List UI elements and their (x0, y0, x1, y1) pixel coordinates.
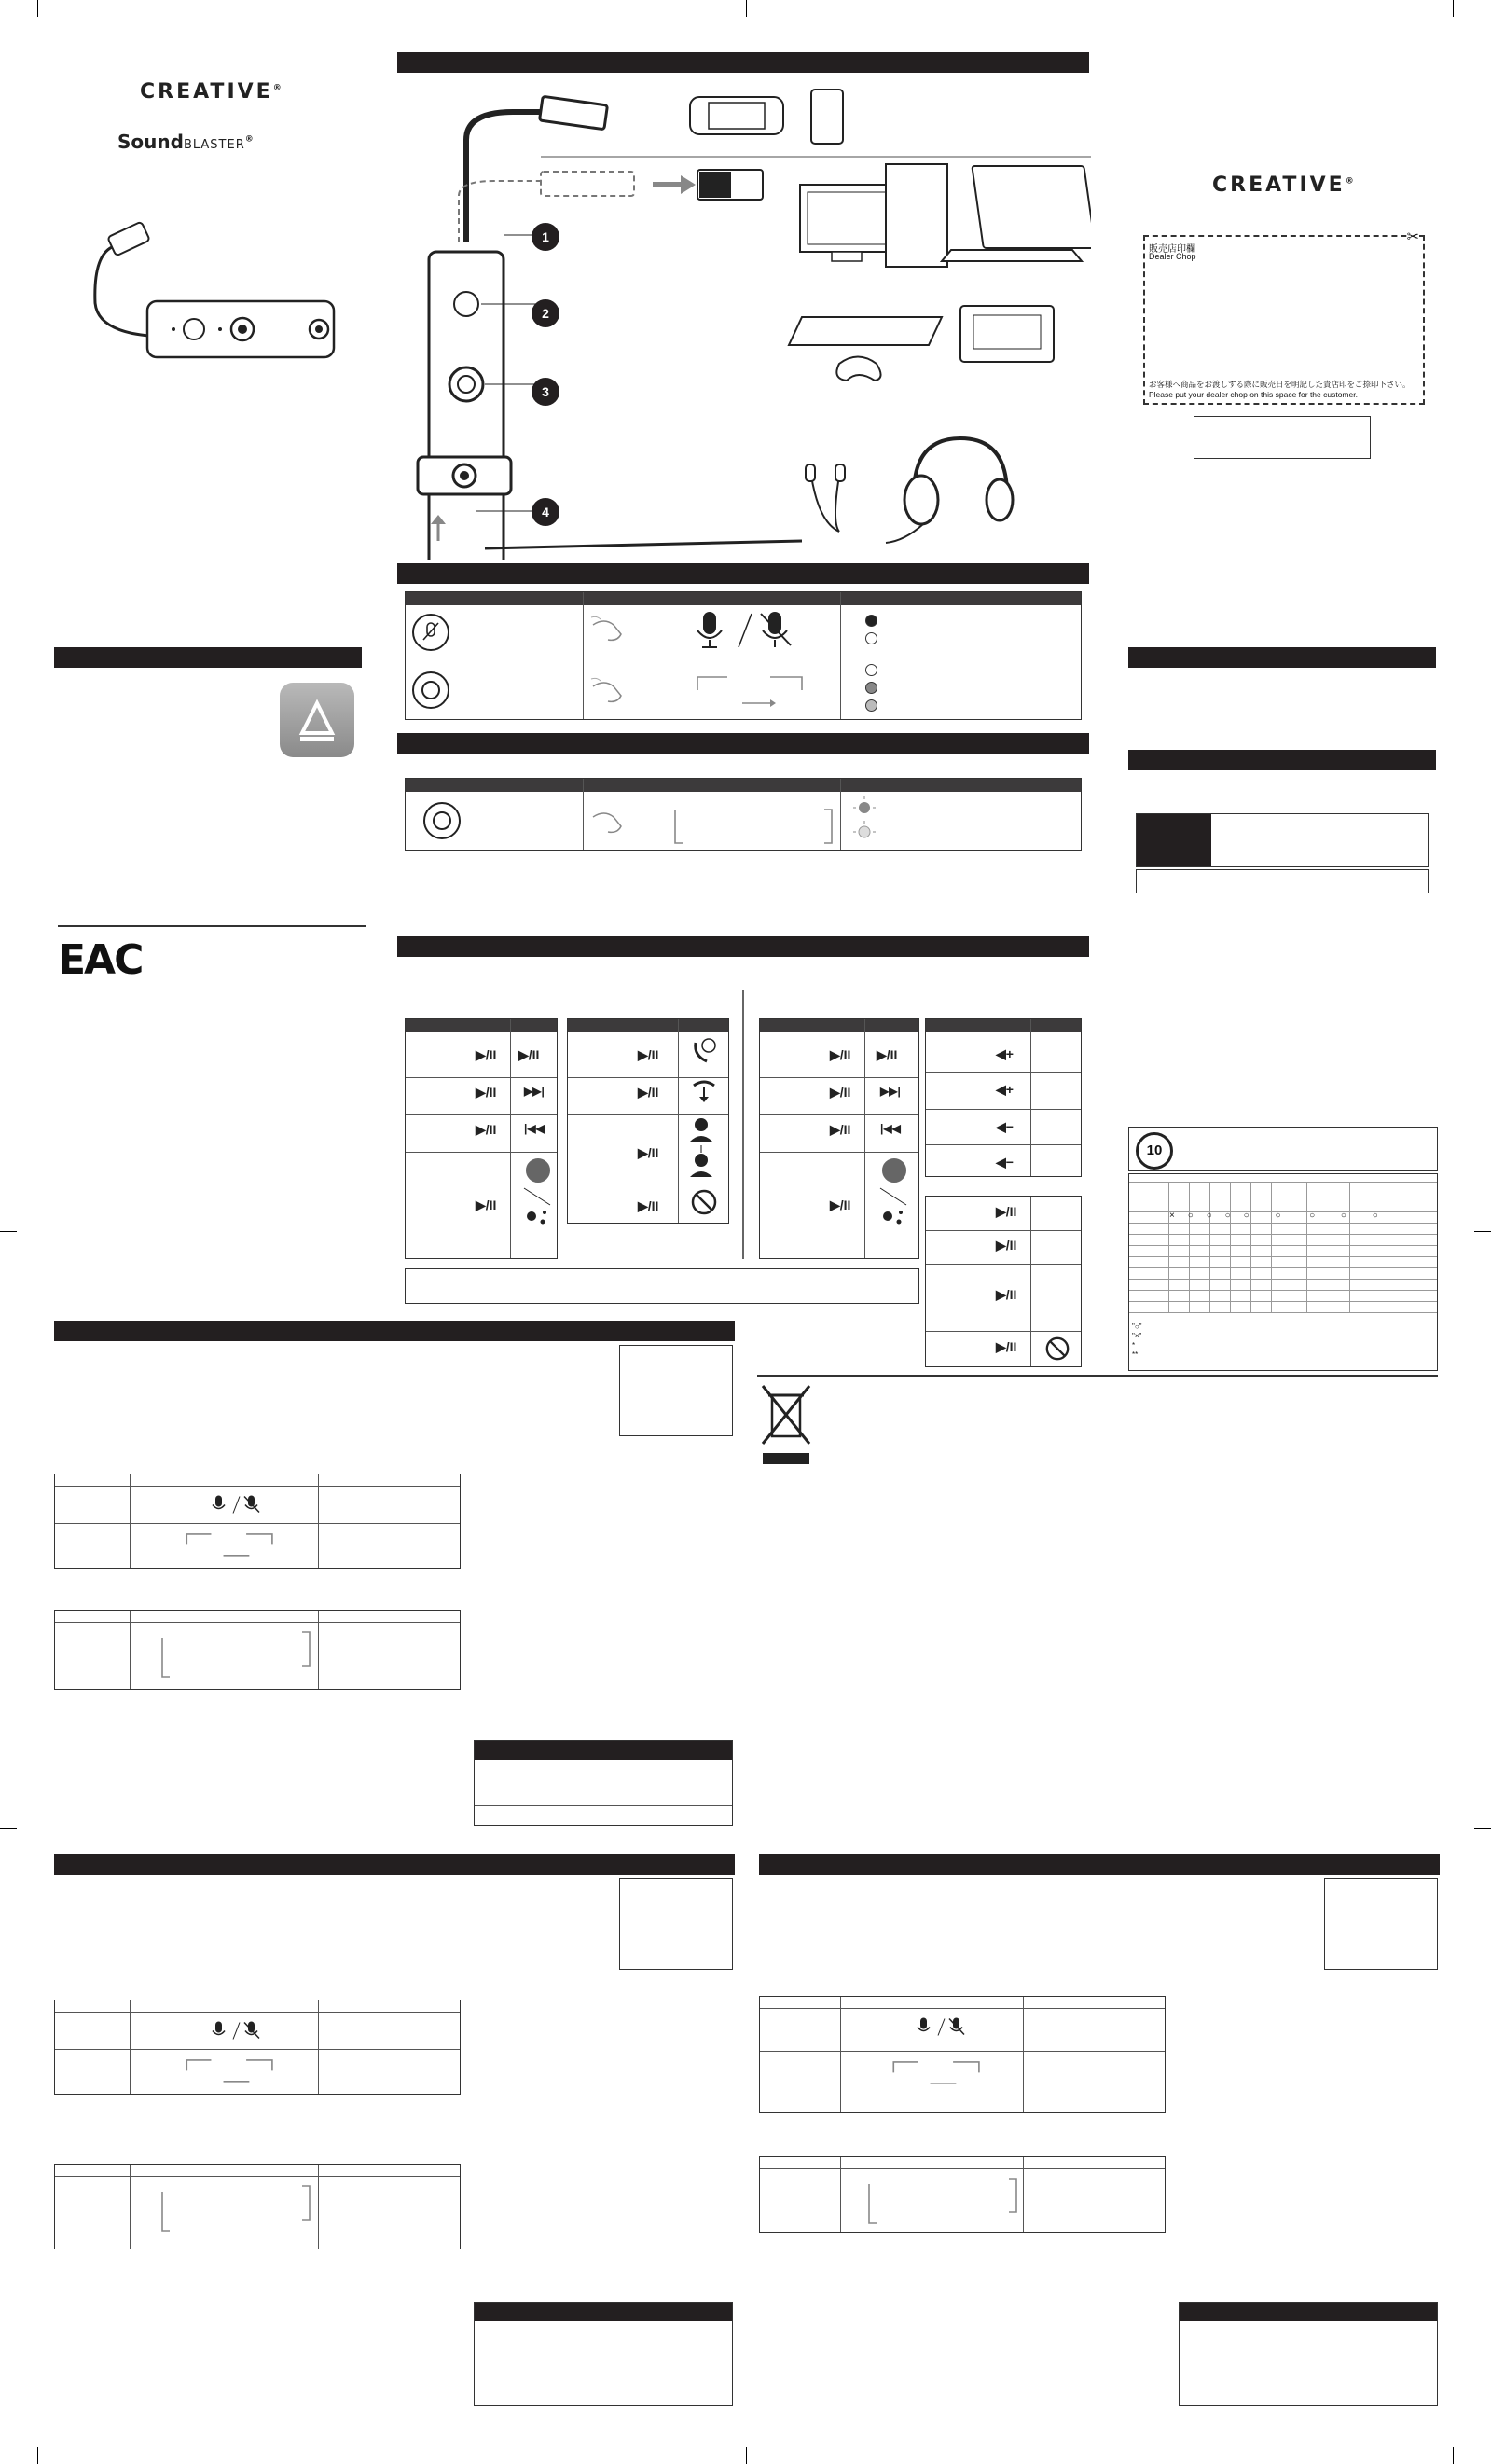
weee-divider (757, 1375, 1438, 1377)
lang-1-warning-box (474, 1740, 733, 1826)
section-bar-right-2 (1128, 750, 1436, 770)
mode-button-icon (412, 671, 449, 709)
press-hand-icon (589, 677, 627, 705)
soundblaster-logo: SoundBLASTER® (117, 131, 254, 153)
media-note-box (405, 1268, 919, 1304)
play-pause-label: ▶/II (996, 1287, 1017, 1302)
play-pause-label: ▶/II (476, 1197, 497, 1212)
app-icon (280, 683, 354, 757)
play-pause-label: ▶/II (638, 1047, 659, 1062)
rohs-header-box (1128, 1127, 1438, 1171)
creative-logo: CREATIVE® (1212, 173, 1357, 197)
section-bar-lang-2 (54, 1854, 735, 1875)
prev-track-label: |◀◀ (524, 1122, 545, 1135)
play-pause-label: ▶/II (996, 1339, 1017, 1354)
play-pause-label: ▶/II (830, 1047, 851, 1062)
section-bar-lang-3 (759, 1854, 1440, 1875)
rohs-10-badge: 10 (1136, 1132, 1173, 1170)
press-hand-icon (589, 808, 627, 836)
lang-3-side-box (1324, 1878, 1438, 1970)
volume-down-label: ◀− (996, 1119, 1014, 1134)
callout-3: 3 (532, 378, 559, 406)
media-divider (742, 990, 744, 1259)
play-pause-label: ▶/II (877, 1047, 898, 1062)
switch-call-icon (688, 1114, 720, 1179)
section-bar-lang-1 (54, 1321, 735, 1341)
assistant-icon (526, 1158, 550, 1183)
play-pause-label: ▶/II (830, 1122, 851, 1137)
callout-2: 2 (532, 299, 559, 327)
end-call-icon (690, 1076, 718, 1104)
play-pause-label: ▶/II (476, 1085, 497, 1100)
rohs-row-marks: × ○ ○ ○ ○ ○ ○ ○ ○ (1169, 1211, 1378, 1221)
play-pause-label: ▶/II (638, 1198, 659, 1213)
mic-toggle-icon (209, 2018, 265, 2042)
next-track-label: ▶▶| (524, 1085, 545, 1098)
section-bar-controls (397, 563, 1089, 584)
sbx-toggle-arrows (862, 2175, 1020, 2227)
media-table-volume (925, 1018, 1082, 1177)
volume-down-label: ◀− (996, 1155, 1014, 1170)
press-hand-icon (589, 616, 627, 644)
dealer-chop-box: 販売店印欄 Dealer Chop ✂ お客様へ商品をお渡しする際に販売日を明記した貴店印をご捺印下さい。 Please put your dealer chop on this space for the customer. (1143, 235, 1425, 405)
lang-1-side-box (619, 1345, 733, 1436)
play-pause-label: ▶/II (638, 1085, 659, 1100)
led-on-icon (865, 615, 877, 627)
play-pause-label: ▶/II (830, 1197, 851, 1212)
mode-cycle-arrows (880, 2057, 1001, 2091)
section-bar-right-1 (1128, 647, 1436, 668)
lang-3-warning-box (1179, 2302, 1438, 2406)
section-bar-left-1 (54, 647, 362, 668)
led-light-icon (865, 699, 877, 712)
reject-call-icon (1044, 1336, 1070, 1362)
sbx-led-icon (850, 795, 878, 847)
mic-toggle-icon (914, 2014, 970, 2039)
play-pause-label: ▶/II (476, 1122, 497, 1137)
play-pause-label: ▶/II (830, 1085, 851, 1100)
lang-2-warning-box (474, 2302, 733, 2406)
volume-up-label: ◀+ (996, 1046, 1014, 1061)
section-bar-connect (397, 52, 1089, 73)
creative-logo: CREATIVE® (140, 80, 284, 104)
mic-toggle-icon (690, 608, 802, 651)
section-bar-media (397, 936, 1089, 957)
sbx-toggle-arrows (155, 1628, 313, 1681)
device-illustration (75, 219, 354, 387)
mode-cycle-arrows (173, 2056, 295, 2089)
led-off-icon (865, 632, 877, 644)
serial-box (1194, 416, 1371, 459)
sbx-toggle-arrows (155, 2182, 313, 2235)
answer-call-icon (690, 1037, 718, 1065)
assistant-icon (882, 1158, 906, 1183)
play-pause-label: ▶/II (518, 1047, 540, 1062)
lang-3-table-a (759, 1996, 1166, 2113)
section-bar-sbx (397, 733, 1089, 754)
play-pause-label: ▶/II (476, 1047, 497, 1062)
crossed-bin-icon (759, 1382, 813, 1468)
callout-1: 1 (532, 223, 559, 251)
mic-toggle-icon (209, 1492, 265, 1516)
play-pause-label: ▶/II (996, 1238, 1017, 1253)
divider-line (58, 925, 366, 927)
prev-track-label: |◀◀ (880, 1122, 901, 1135)
warning-box (1136, 813, 1429, 867)
rohs-footnotes: "○" "×" * ** (1132, 1322, 1142, 1359)
play-pause-label: ▶/II (996, 1204, 1017, 1219)
next-track-label: ▶▶| (880, 1085, 901, 1098)
google-assistant-icon (878, 1186, 910, 1229)
volume-up-label: ◀+ (996, 1082, 1014, 1097)
google-assistant-icon (522, 1186, 554, 1229)
warning-sub-box (1136, 869, 1429, 893)
mode-cycle-arrows (173, 1530, 295, 1563)
sbx-toggle-arrows (668, 806, 835, 847)
lang-2-side-box (619, 1878, 733, 1970)
mic-mute-icon (412, 614, 449, 651)
rohs-substance-table (1128, 1173, 1438, 1371)
led-gray-icon (865, 682, 877, 694)
reject-call-icon (690, 1188, 718, 1216)
led-white-icon (865, 664, 877, 676)
sbx-button-icon (423, 802, 461, 839)
connection-diagram (401, 84, 1091, 560)
mode-cycle-arrows (690, 671, 821, 713)
eac-logo: EAC (58, 936, 143, 984)
callout-4: 4 (532, 498, 559, 526)
play-pause-label: ▶/II (638, 1145, 659, 1160)
